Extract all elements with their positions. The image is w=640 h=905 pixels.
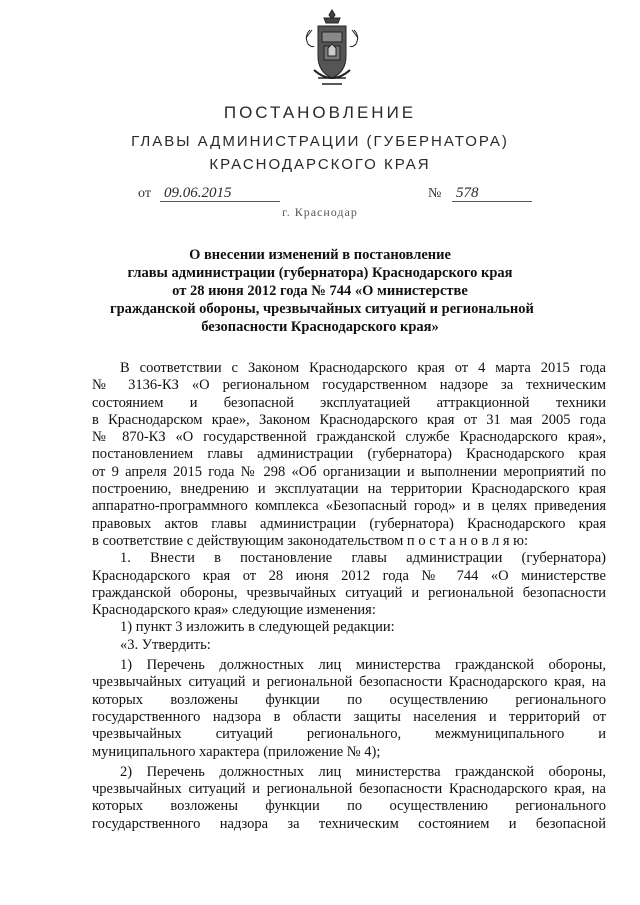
preamble-line: состоянием и безопасной эксплуатацией аттракционной техники — [92, 394, 606, 411]
list2-line: чрезвычайных ситуаций и региональной безопасности Краснодарского края, на — [92, 781, 606, 798]
date-prefix: от — [138, 186, 151, 201]
item1-line: 1. Внести в постановление главы администрации (губернатора) — [120, 550, 606, 567]
number-value: 578 — [452, 185, 532, 202]
title-line: главы администрации (губернатора) Краснодарского края — [127, 265, 513, 281]
item1-line: Краснодарского края» следующие изменения: — [92, 602, 376, 619]
list2-line: государственного надзора за техническим состоянием и безопасной — [92, 815, 606, 832]
list1-line: муниципального характера (приложение № 4); — [92, 743, 381, 760]
preamble-line: правовых актов главы администрации (губернатора) Краснодарского края — [92, 515, 606, 532]
item1-line: Краснодарского края от 28 июня 2012 года № 744 «О министерстве — [92, 567, 606, 584]
date-value: 09.06.2015 — [160, 185, 280, 202]
list1-line: 1) Перечень должностных лиц министерства гражданской обороны, — [120, 657, 606, 674]
krasnodar-coat-of-arms-icon — [300, 8, 364, 92]
item1-line: гражданской обороны, чрезвычайных ситуаций и региональной безопасности — [92, 584, 606, 601]
preamble-line: № 3136-КЗ «О региональном государственном надзоре за техническим — [92, 377, 606, 394]
list1-line: государственного надзора в области защиты населения и территорий от — [92, 708, 606, 725]
document-type-heading: ПОСТАНОВЛЕНИЕ — [223, 103, 417, 122]
subitem-line: «3. Утвердить: — [120, 636, 211, 653]
subitem-line: 1) пункт 3 изложить в следующей редакции: — [120, 619, 395, 636]
preamble-line: постановлением главы администрации (губернатора) Краснодарского края — [92, 446, 606, 463]
preamble-line: в Краснодарском крае», Законом Краснодарского края от 31 мая 2005 года — [92, 411, 606, 428]
list2-line: 2) Перечень должностных лиц министерства гражданской обороны, — [120, 763, 606, 780]
document-title — [110, 246, 534, 336]
authority-heading: ГЛАВЫ АДМИНИСТРАЦИИ (ГУБЕРНАТОРА) — [131, 133, 509, 150]
document-body — [92, 360, 606, 833]
preamble-line: № 870-КЗ «О государственной гражданской службе Краснодарского края», — [92, 429, 606, 446]
list1-line: которых возложены функции по осуществлению регионального — [92, 691, 606, 708]
preamble-line: В соответствии с Законом Краснодарского края от 4 марта 2015 года — [120, 360, 606, 376]
list1-line: чрезвычайных ситуаций регионального, межмуниципального и — [92, 726, 606, 743]
preamble-line: в соответствие с действующим законодательством п о с т а н о в л я ю: — [92, 532, 529, 549]
title-line: гражданской обороны, чрезвычайных ситуаций и региональной — [110, 301, 534, 317]
title-line: от 28 июня 2012 года № 744 «О министерстве — [172, 283, 468, 299]
preamble-line: от 9 апреля 2015 года № 298 «Об организации и выполнении мероприятий по — [92, 463, 606, 480]
city-label: г. Краснодар — [282, 205, 358, 219]
region-heading: КРАСНОДАРСКОГО КРАЯ — [209, 156, 431, 173]
list1-line: чрезвычайных ситуаций и региональной безопасности Краснодарского края, на — [92, 674, 606, 691]
preamble-line: аппаратно-программного комплекса «Безопасный город» и в целях приведения — [92, 498, 606, 515]
number-prefix: № — [428, 186, 442, 201]
title-line: О внесении изменений в постановление — [189, 247, 451, 263]
title-line: безопасности Краснодарского края» — [201, 319, 439, 335]
preamble-line: построению, внедрению и эксплуатации на территории Краснодарского края — [92, 481, 606, 498]
list2-line: которых возложены функции по осуществлению регионального — [92, 798, 606, 815]
